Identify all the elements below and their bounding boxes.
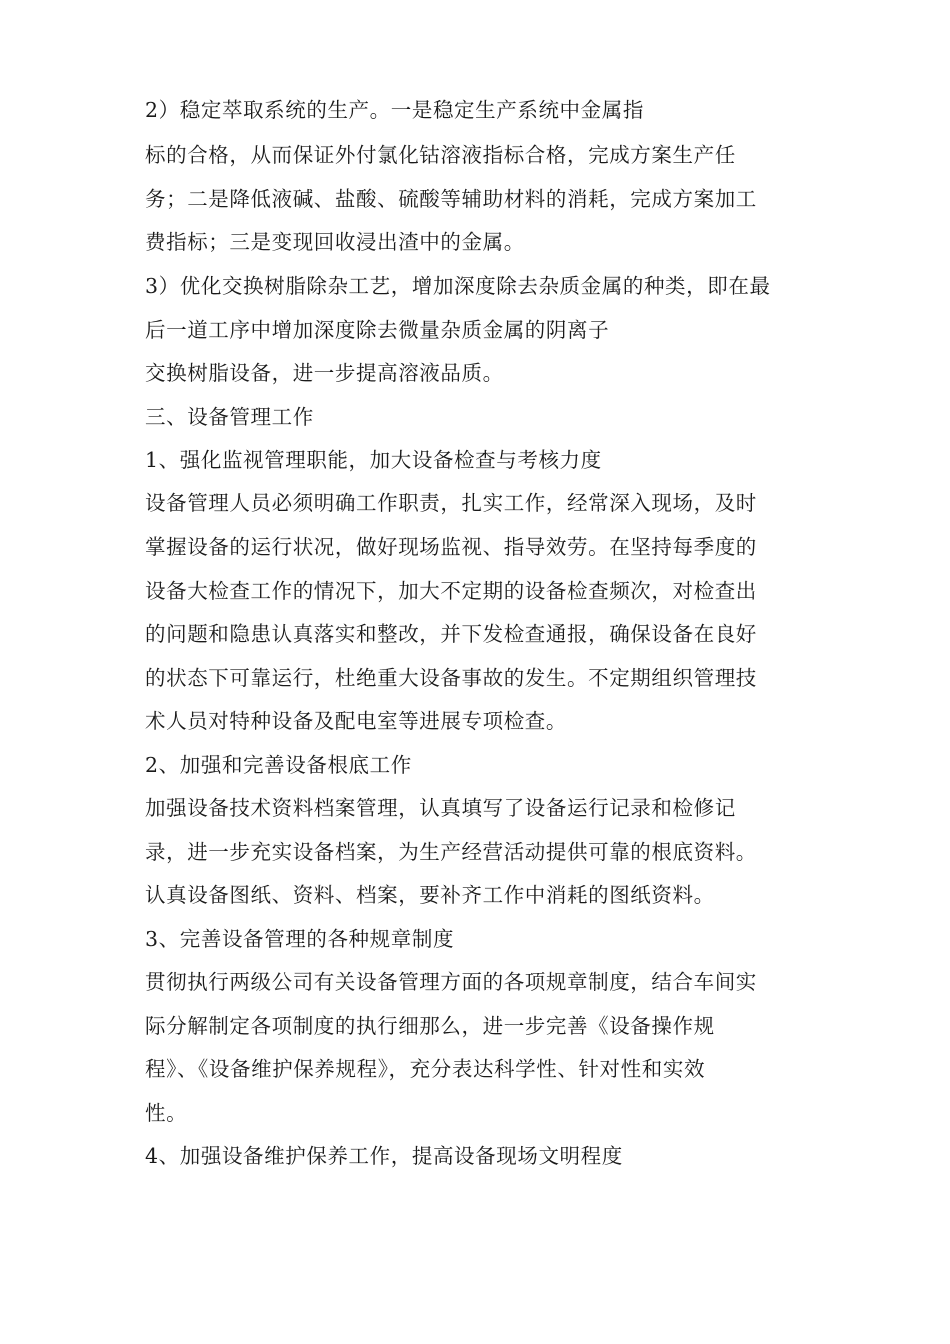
paragraph-line: 务；二是降低液碱、盐酸、硫酸等辅助材料的消耗，完成方案加工 [145, 187, 757, 211]
paragraph-line: 性。 [145, 1101, 188, 1125]
paragraph-line: 设备大检查工作的情况下，加大不定期的设备检查频次，对检查出 [145, 579, 757, 603]
paragraph-line: 3）优化交换树脂除杂工艺，增加深度除去杂质金属的种类，即在最 [145, 274, 771, 298]
paragraph-line: 后一道工序中增加深度除去微量杂质金属的阴离子 [145, 318, 610, 342]
paragraph-line: 际分解制定各项制度的执行细那么，进一步完善《设备操作规 [145, 1014, 715, 1038]
paragraph-line: 录，进一步充实设备档案，为生产经营活动提供可靠的根底资料。 [145, 840, 757, 864]
paragraph-line: 认真设备图纸、资料、档案，要补齐工作中消耗的图纸资料。 [145, 883, 715, 907]
paragraph-line: 掌握设备的运行状况，做好现场监视、指导效劳。在坚持每季度的 [145, 535, 757, 559]
paragraph-line: 术人员对特种设备及配电室等进展专项检查。 [145, 709, 567, 733]
paragraph-line: 费指标；三是变现回收浸出渣中的金属。 [145, 230, 525, 254]
paragraph-line: 2）稳定萃取系统的生产。一是稳定生产系统中金属指 [145, 98, 644, 122]
paragraph-line: 加强设备技术资料档案管理，认真填写了设备运行记录和检修记 [145, 796, 736, 820]
subsection-heading: 1、强化监视管理职能，加大设备检查与考核力度 [145, 448, 602, 472]
paragraph-line: 的问题和隐患认真落实和整改，并下发检查通报，确保设备在良好 [145, 622, 757, 646]
subsection-heading: 2、加强和完善设备根底工作 [145, 753, 412, 777]
subsection-heading: 4、加强设备维护保养工作，提高设备现场文明程度 [145, 1144, 623, 1168]
paragraph-line: 标的合格，从而保证外付氯化钴溶液指标合格，完成方案生产任 [145, 143, 736, 167]
paragraph-line: 程》、《设备维护保养规程》，充分表达科学性、针对性和实效 [145, 1057, 706, 1081]
subsection-heading: 3、完善设备管理的各种规章制度 [145, 927, 455, 951]
section-heading: 三、设备管理工作 [145, 405, 314, 429]
paragraph-line: 的状态下可靠运行，杜绝重大设备事故的发生。不定期组织管理技 [145, 666, 757, 690]
paragraph-line: 贯彻执行两级公司有关设备管理方面的各项规章制度，结合车间实 [145, 970, 757, 994]
paragraph-line: 交换树脂设备，进一步提高溶液品质。 [145, 361, 504, 385]
paragraph-line: 设备管理人员必须明确工作职责，扎实工作，经常深入现场，及时 [145, 491, 757, 515]
